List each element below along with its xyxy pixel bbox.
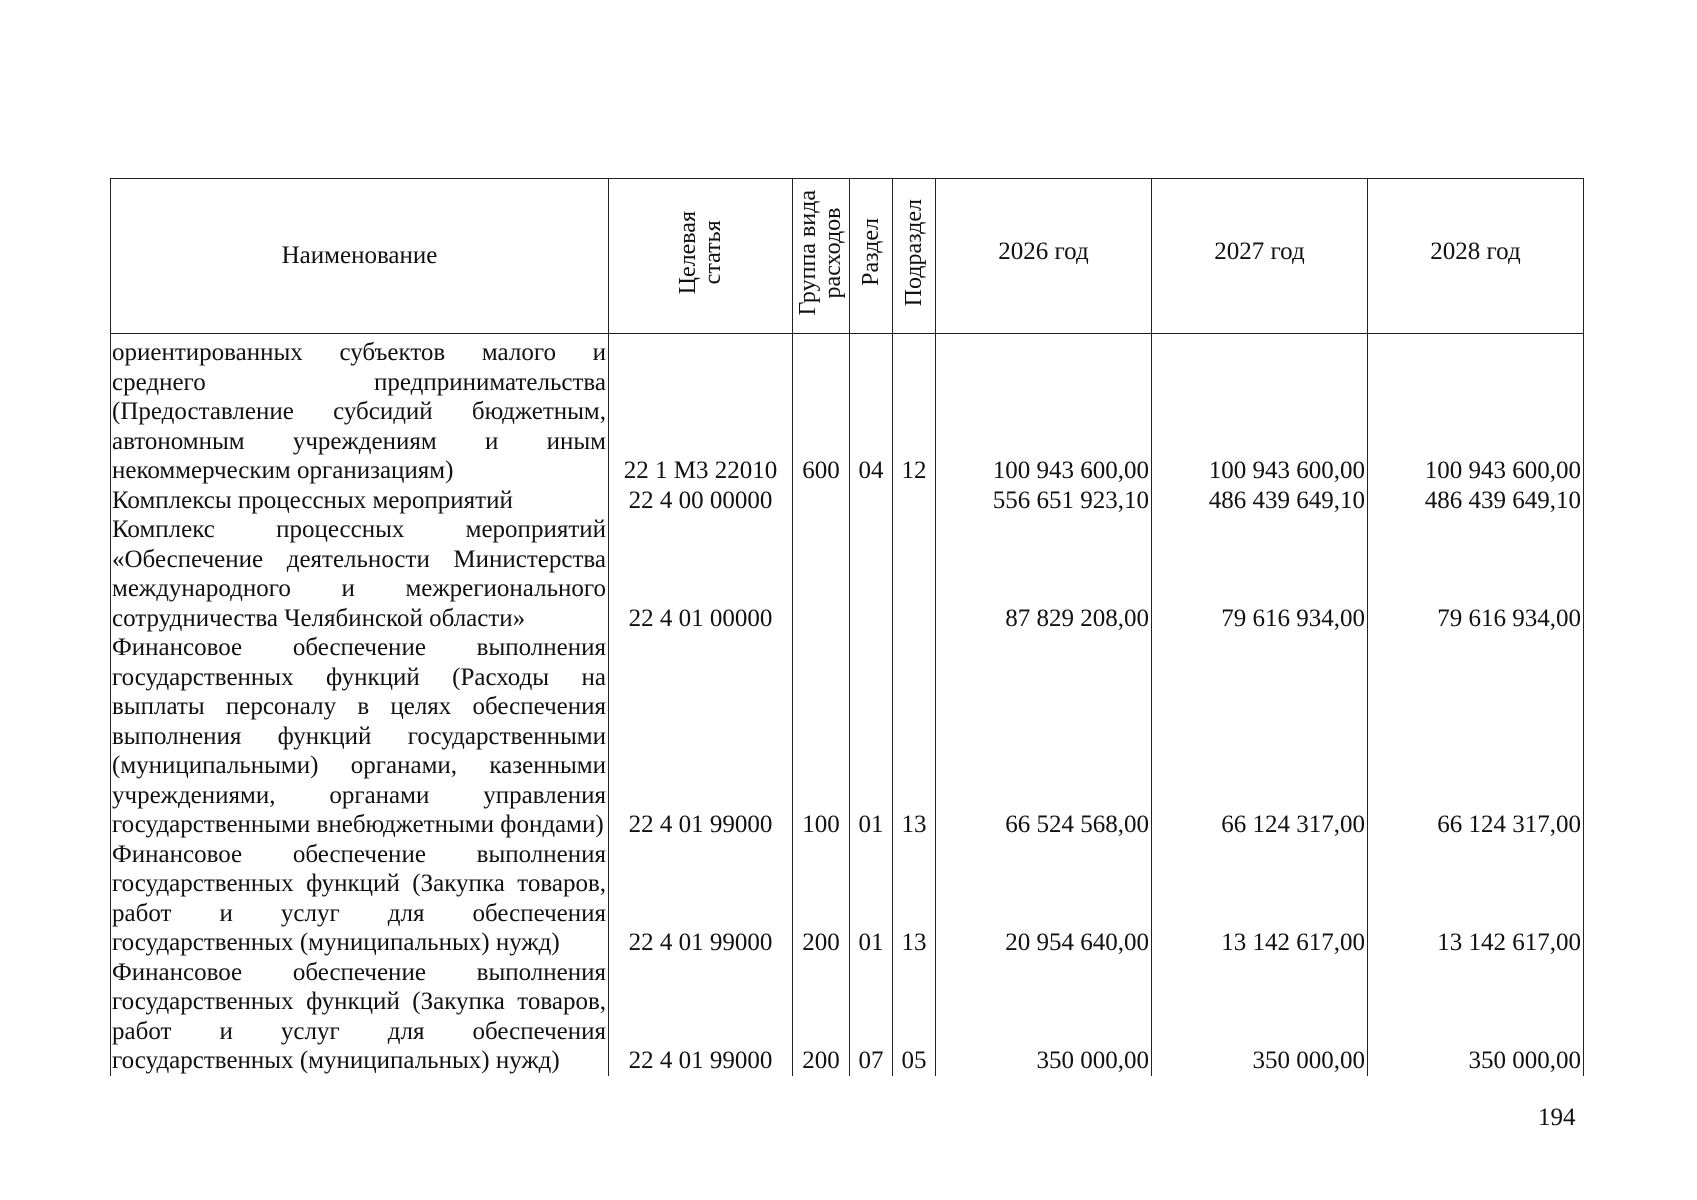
row-section: 07 — [850, 958, 893, 1076]
row-subsection — [893, 515, 936, 633]
row-name: Комплекс процессных мероприятий «Обеспечение деятельности Министерства международного и межрегионального сотрудничества Челябинской области» — [111, 515, 609, 633]
row-expense-group: 200 — [793, 840, 850, 958]
row-section: 01 — [850, 633, 893, 840]
header-expense-group — [793, 179, 850, 334]
row-amount-2026: 87 829 208,00 — [936, 515, 1152, 633]
row-amount-2027: 66 124 317,00 — [1152, 633, 1368, 840]
row-expense-group — [793, 515, 850, 633]
row-subsection — [893, 486, 936, 516]
row-amount-2027: 79 616 934,00 — [1152, 515, 1368, 633]
row-section — [850, 486, 893, 516]
row-name: Финансовое обеспечение выполнения государственных функций (Закупка товаров, работ и услуг для обеспечения государственных (муниципальных) нужд) — [111, 958, 609, 1076]
row-target-article: 22 4 01 99000 — [609, 840, 793, 958]
row-amount-2026: 66 524 568,00 — [936, 633, 1152, 840]
row-subsection: 05 — [893, 958, 936, 1076]
page-number: 194 — [1538, 1104, 1576, 1131]
row-amount-2028: 13 142 617,00 — [1368, 840, 1584, 958]
row-name: Финансовое обеспечение выполнения государственных функций (Расходы на выплаты персоналу в целях обеспечения выполнения функций государственными (муниципальными) органами, казенными учреждениями, органами управления государственными внебюджетными фондами) — [111, 633, 609, 840]
row-amount-2026: 350 000,00 — [936, 958, 1152, 1076]
header-subsection — [893, 179, 936, 334]
row-name: ориентированных субъектов малого и среднего предпринимательства (Предоставление субсидий бюджетным, автономным учреждениям и иным некоммерческим организациям) — [111, 334, 609, 486]
row-name: Комплексы процессных мероприятий — [111, 486, 609, 516]
header-subsection-label: Подраздел — [900, 198, 927, 306]
table-row — [111, 633, 1584, 840]
table-row — [111, 840, 1584, 958]
table-row — [111, 958, 1584, 1076]
row-amount-2027: 100 943 600,00 — [1152, 334, 1368, 486]
header-target-article-line1: Целевая — [674, 210, 701, 294]
header-target-article-line2: статья — [699, 220, 726, 285]
row-target-article: 22 1 М3 22010 — [609, 334, 793, 486]
row-amount-2028: 486 439 649,10 — [1368, 486, 1584, 516]
table-row — [111, 334, 1584, 486]
row-target-article: 22 4 01 00000 — [609, 515, 793, 633]
row-subsection: 13 — [893, 840, 936, 958]
row-target-article: 22 4 01 99000 — [609, 633, 793, 840]
header-section-label: Раздел — [857, 218, 884, 287]
table-header-row — [111, 179, 1584, 334]
header-name: Наименование — [111, 179, 609, 334]
table-row — [111, 486, 1584, 516]
row-amount-2027: 13 142 617,00 — [1152, 840, 1368, 958]
row-section: 01 — [850, 840, 893, 958]
row-amount-2028: 66 124 317,00 — [1368, 633, 1584, 840]
row-amount-2028: 100 943 600,00 — [1368, 334, 1584, 486]
row-amount-2027: 486 439 649,10 — [1152, 486, 1368, 516]
row-amount-2026: 20 954 640,00 — [936, 840, 1152, 958]
row-expense-group: 200 — [793, 958, 850, 1076]
header-year-2028: 2028 год — [1368, 179, 1584, 334]
row-amount-2027: 350 000,00 — [1152, 958, 1368, 1076]
row-expense-group: 600 — [793, 334, 850, 486]
row-amount-2026: 556 651 923,10 — [936, 486, 1152, 516]
row-expense-group — [793, 486, 850, 516]
row-target-article: 22 4 01 99000 — [609, 958, 793, 1076]
header-section — [850, 179, 893, 334]
row-expense-group: 100 — [793, 633, 850, 840]
row-target-article: 22 4 00 00000 — [609, 486, 793, 516]
header-year-2027: 2027 год — [1152, 179, 1368, 334]
row-name: Финансовое обеспечение выполнения государственных функций (Закупка товаров, работ и услуг для обеспечения государственных (муниципальных) нужд) — [111, 840, 609, 958]
row-subsection: 13 — [893, 633, 936, 840]
row-amount-2028: 79 616 934,00 — [1368, 515, 1584, 633]
row-section: 04 — [850, 334, 893, 486]
row-amount-2028: 350 000,00 — [1368, 958, 1584, 1076]
header-expense-group-line2: расходов — [820, 206, 846, 298]
header-target-article — [609, 179, 793, 334]
header-year-2026: 2026 год — [936, 179, 1152, 334]
header-expense-group-line1: Группа вида — [795, 189, 821, 315]
budget-table — [110, 178, 1584, 1076]
table-row — [111, 515, 1584, 633]
row-amount-2026: 100 943 600,00 — [936, 334, 1152, 486]
row-section — [850, 515, 893, 633]
row-subsection: 12 — [893, 334, 936, 486]
